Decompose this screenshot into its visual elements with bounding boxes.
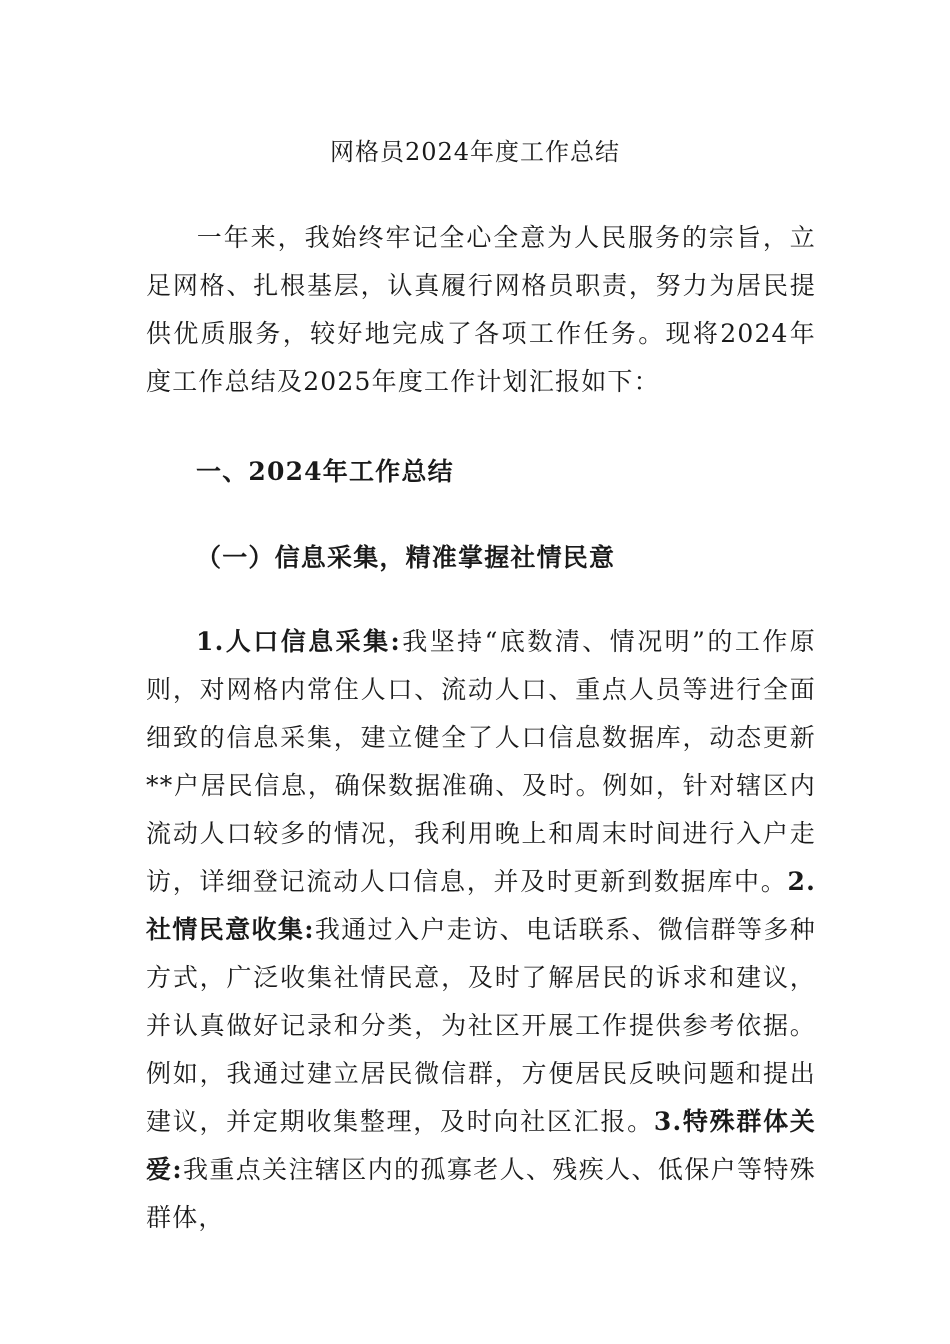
section-heading [146,448,816,496]
item-text-public-opinion: 我通过入户走访、电话联系、微信群等多种方式，广泛收集社情民意，及时了解居民的诉求和建议，并认真做好记录和分类，为社区开展工作提供参考依据。例如，我通过建立居民微信群，方便居民反映问题和提出建议，并定期收集整理，及时向社区汇报。 [146,915,816,1136]
item-text-special-groups: 我重点关注辖区内的孤寡老人、残疾人、低保户等特殊群体， [146,1155,816,1232]
item-label-population: 1.人口信息采集: [196,627,401,656]
subsection-heading [146,534,816,582]
document-title: 网格员2024年度工作总结 [329,138,621,166]
intro-paragraph [146,214,816,406]
body-paragraph [146,618,816,1242]
item-label-special-groups: 3.特殊群体关爱: [146,1107,817,1184]
section-heading-text: 一、2024年工作总结 [196,457,454,486]
item-label-public-opinion: 2.社情民意收集: [146,867,816,944]
intro-text: 一年来，我始终牢记全心全意为人民服务的宗旨，立足网格、扎根基层，认真履行网格员职责，努力为居民提供优质服务，较好地完成了各项工作任务。现将2024年度工作总结及2025年度工作计划汇报如下： [146,223,816,396]
subsection-heading-text: （一）信息采集，精准掌握社情民意 [196,543,616,572]
item-text-population: 我坚持“底数清、情况明”的工作原则，对网格内常住人口、流动人口、重点人员等进行全面细致的信息采集，建立健全了人口信息数据库，动态更新**户居民信息，确保数据准确、及时。例如，针对辖区内流动人口较多的情况，我利用晚上和周末时间进行入户走访，详细登记流动人口信息，并及时更新到数据库中。 [146,627,816,896]
